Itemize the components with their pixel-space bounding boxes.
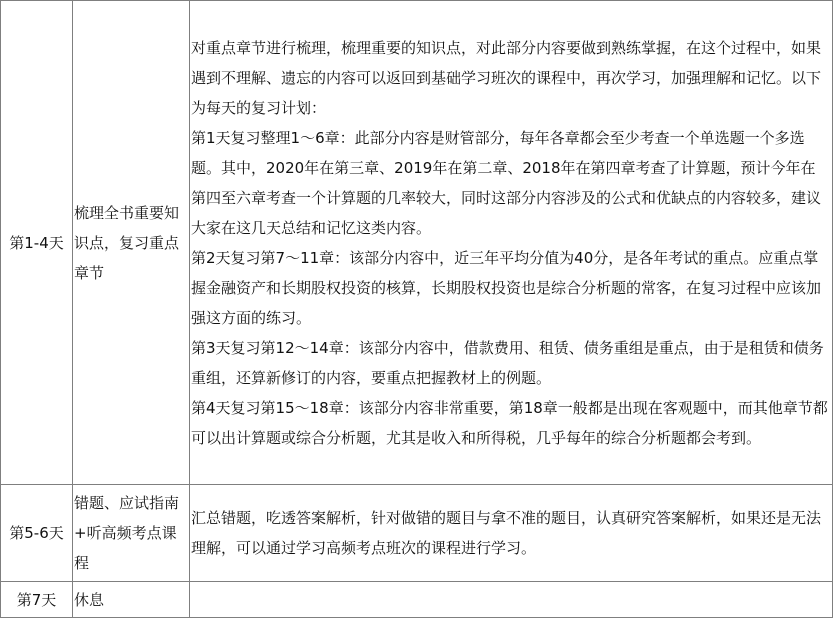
table-row: [1, 582, 833, 618]
detail-paragraph: 对重点章节进行梳理，梳理重要的知识点，对此部分内容要做到熟练掌握，在这个过程中，如果遇到不理解、遗忘的内容可以返回到基础学习班次的课程中，再次学习，加强理解和记忆。以下为每天的复习计划：: [191, 38, 822, 117]
detail-cell: [190, 582, 833, 618]
detail-paragraph: 第3天复习第12～14章：该部分内容中，借款费用、租赁、债务重组是重点，由于是租赁和债务重组，还算新修订的内容，要重点把握教材上的例题。: [191, 338, 824, 387]
day-cell: 第1-4天: [1, 1, 73, 485]
detail-paragraph: 汇总错题，吃透答案解析，针对做错的题目与拿不准的题目，认真研究答案解析，如果还是无法理解，可以通过学习高频考点班次的课程进行学习。: [191, 509, 822, 557]
day-cell: 第5-6天: [1, 485, 73, 582]
task-cell: 休息: [73, 582, 190, 618]
task-cell: 梳理全书重要知识点，复习重点章节: [73, 1, 190, 485]
table-row: [1, 1, 833, 485]
detail-cell: [190, 1, 833, 485]
detail-paragraph: 第2天复习第7～11章：该部分内容中，近三年平均分值为40分，是各年考试的重点。应重点掌握金融资产和长期股权投资的核算，长期股权投资也是综合分析题的常客，在复习过程中应该加强这方面的练习。: [191, 248, 822, 327]
table-row: [1, 485, 833, 582]
task-cell: 错题、应试指南+听高频考点课程: [73, 485, 190, 582]
detail-cell: [190, 485, 833, 582]
day-cell: 第7天: [1, 582, 73, 618]
detail-paragraph: 第4天复习第15～18章：该部分内容非常重要，第18章一般都是出现在客观题中，而其他章节都可以出计算题或综合分析题，尤其是收入和所得税，几乎每年的综合分析题都会考到。: [191, 398, 828, 447]
detail-paragraph: 第1天复习整理1～6章：此部分内容是财管部分，每年各章都会至少考查一个单选题一个多选题。其中，2020年在第三章、2019年在第二章、2018年在第四章考查了计算题，预计今年在第四至六章考查一个计算题的几率较大，同时这部分内容涉及的公式和优缺点的内容较多，建议大家在这几天总结和记忆这类内容。: [191, 128, 822, 237]
